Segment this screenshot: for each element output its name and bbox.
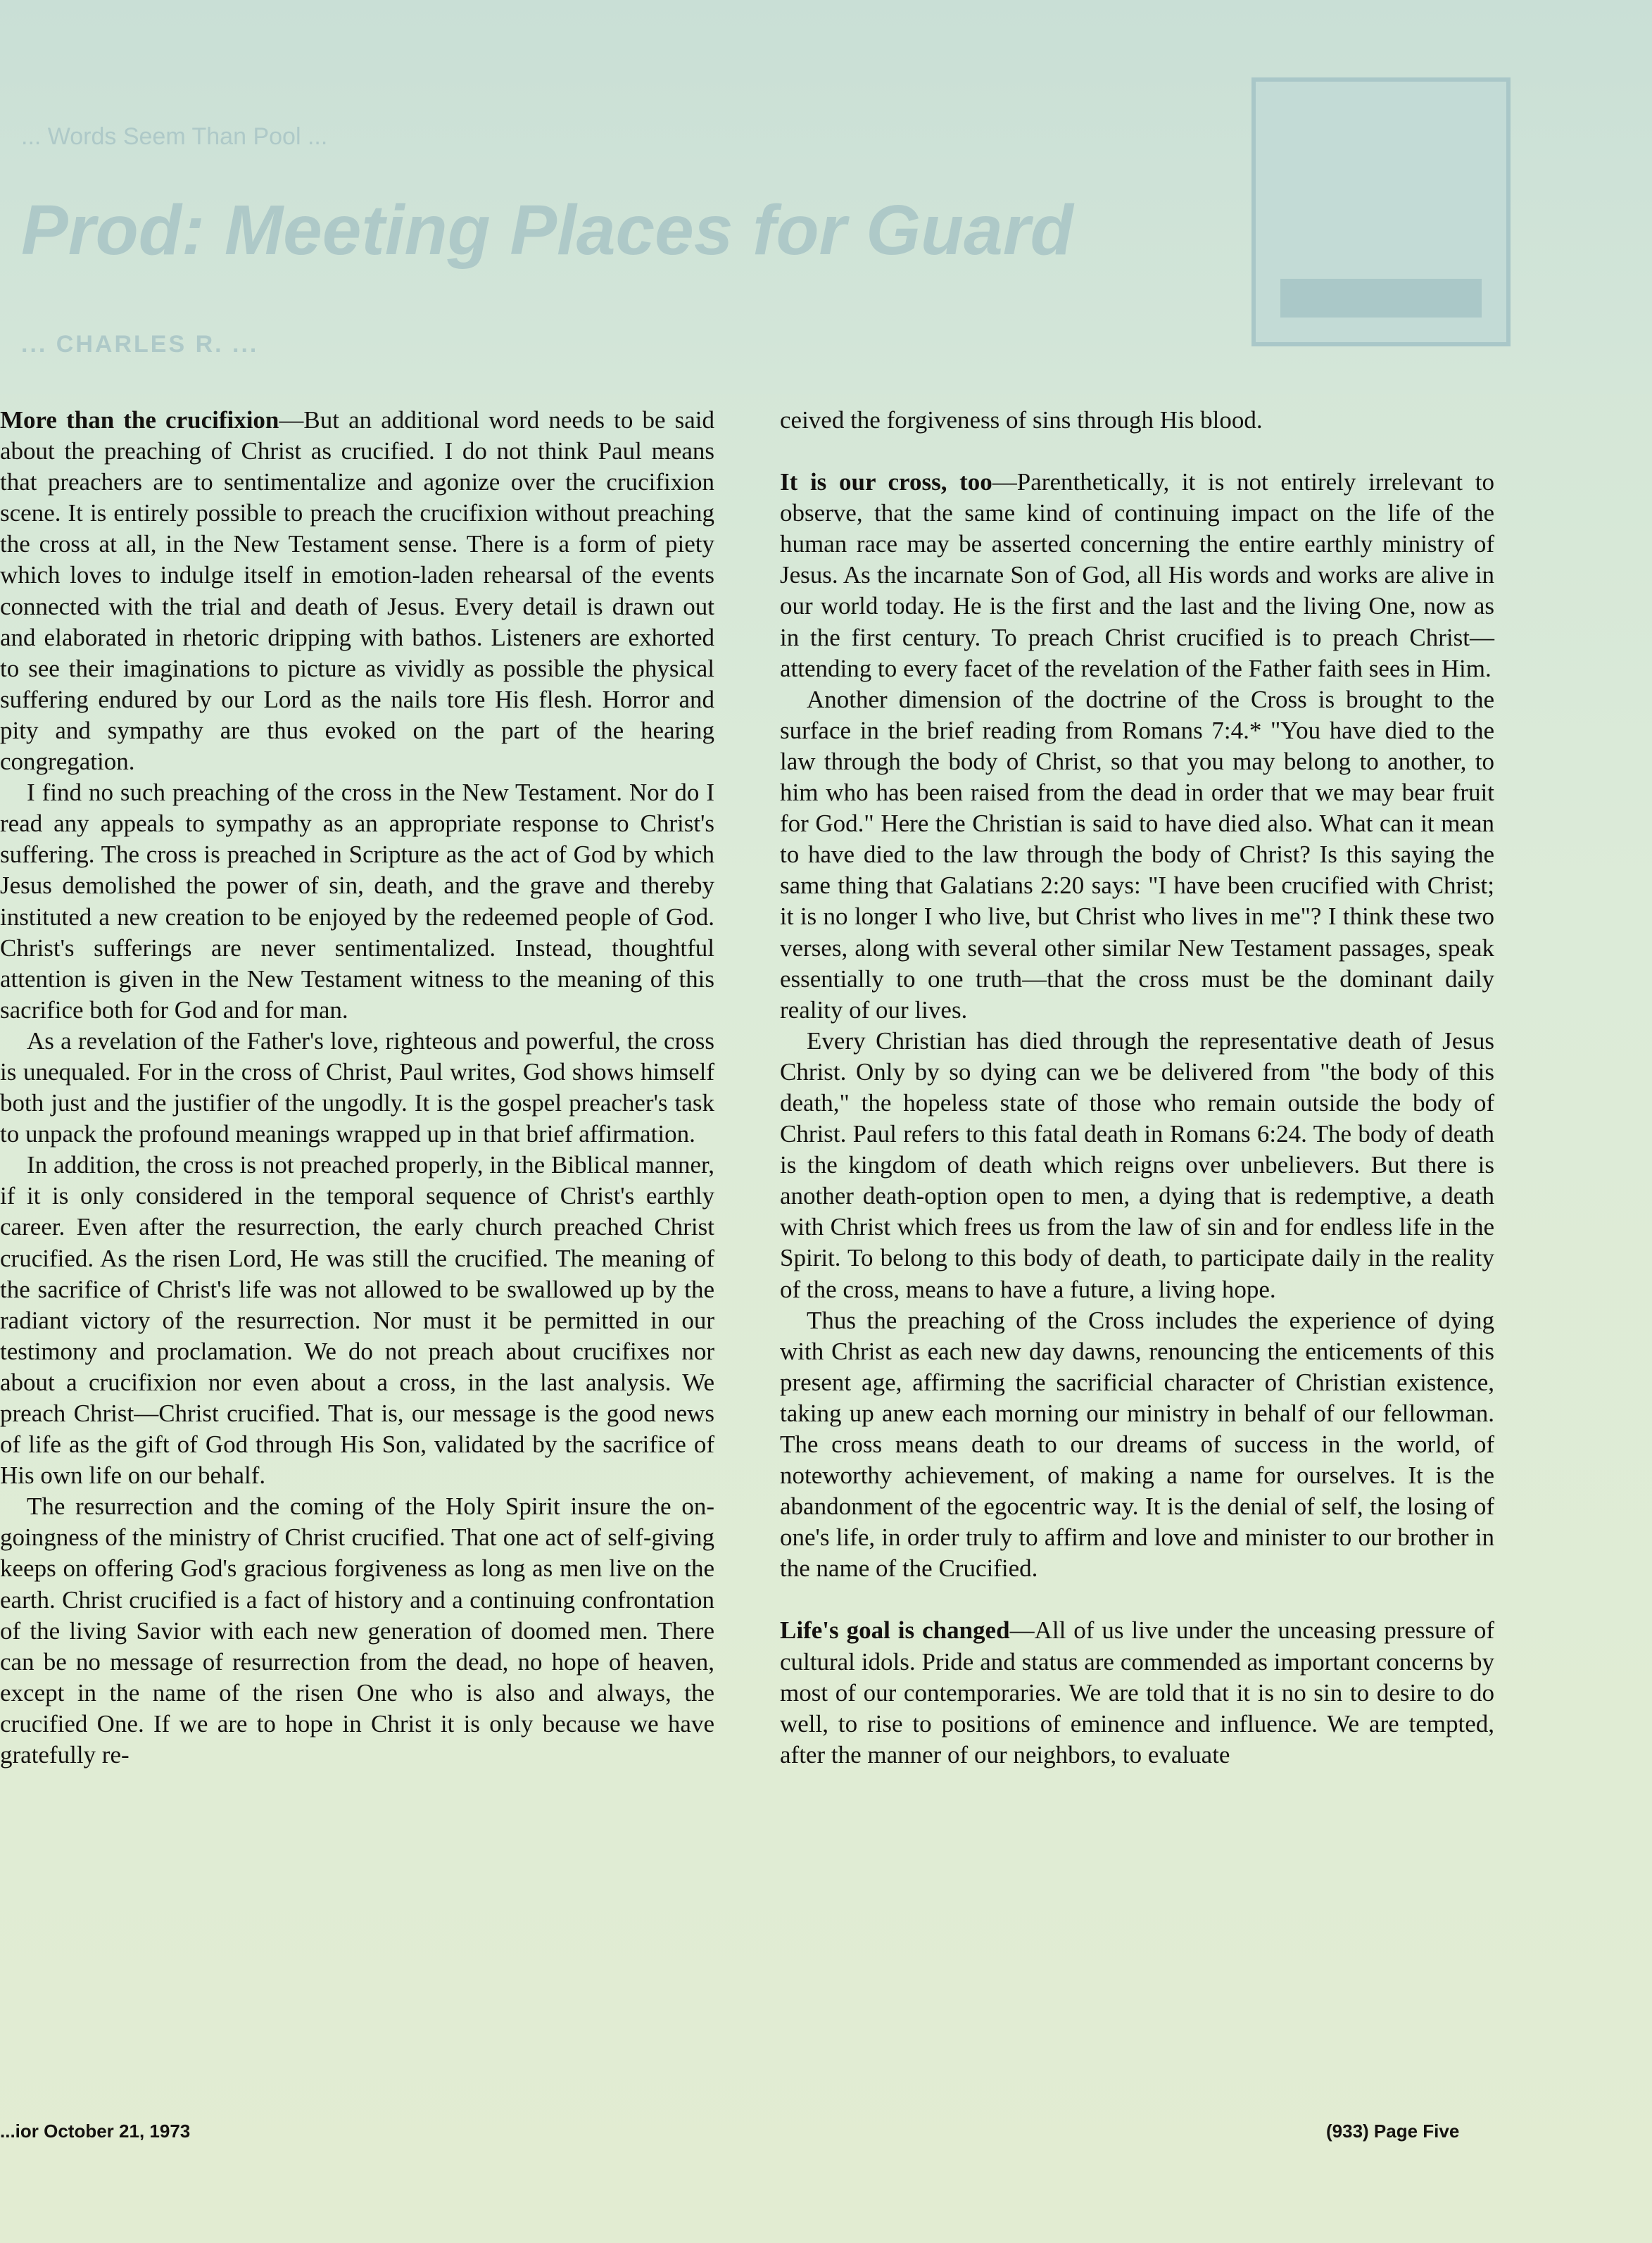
paragraph (780, 1026, 1494, 1305)
faded-logo-emblem (1251, 77, 1511, 346)
paragraph (780, 405, 1494, 436)
paragraph-text: —Parenthetically, it is not entirely irrelevant to observe, that the same kind of continuing impact on the life of the human race may be asserted concerning the entire earthly ministry of Jesus. As the incarnate Son of God, all His words and works are alive in our world today. He is the first and the last and the living One, now as in the first century. To preach Christ crucified is to preach Christ—attending to every facet of the revelation of the Father faith sees in Him. (780, 468, 1494, 682)
paragraph (780, 684, 1494, 1026)
left-column (0, 405, 714, 1771)
paragraph-text: ceived the forgiveness of sins through His blood. (780, 406, 1263, 434)
paragraph-text: —All of us live under the unceasing pressure of cultural idols. Pride and status are commended as important concerns by most of our contemporaries. We are told that it is no sin to desire to do well, to rise to positions of eminence and influence. We are tempted, after the manner of our neighbors, to evaluate (780, 1616, 1494, 1768)
paragraph (0, 1150, 714, 1491)
footer-date: ...ior October 21, 1973 (0, 2121, 191, 2142)
section-heading: Life's goal is changed (780, 1616, 1010, 1645)
paragraph-text: The resurrection and the coming of the Holy Spirit insure the on-goingness of the ministry of Christ crucified. That one act of self-giving keeps on offering God's gracious forgiveness as long as men live on the earth. Christ crucified is a fact of history and a continuing confrontation of the living Savior with each new generation of doomed men. There can be no message of resurrection from the dead, no hope of heaven, except in the name of the risen One who is also and always, the crucified One. If we are to hope in Christ it is only because we have gratefully re- (0, 1493, 714, 1769)
paragraph-text: —But an additional word needs to be said about the preaching of Christ as crucified. I do not think Paul means that preachers are to sentimentalize and agonize over the crucifixion scene. It is entirely possible to preach the crucifixion without preaching the cross at all, in the New Testament sense. There is a form of piety which loves to indulge itself in emotion-laden rehearsal of the events connected with the trial and death of Jesus. Every detail is drawn out and elaborated in rhetoric dripping with bathos. Listeners are exhorted to see their imaginations to picture as vividly as possible the physical suffering endured by our Lord as the nails tore His flesh. Horror and pity and sympathy are thus evoked on the part of the hearing congregation. (0, 406, 714, 776)
paragraph-text: I find no such preaching of the cross in the New Testament. Nor do I read any appeals to sympathy as an appropriate response to Christ's suffering. The cross is preached in Scripture as the act of God by which Jesus demolished the power of sin, death, and the grave and thereby instituted a new creation to be enjoyed by the redeemed people of God. Christ's sufferings are never sentimentalized. Instead, thoughtful attention is given in the New Testament witness to the meaning of this sacrifice both for God and for man. (0, 779, 714, 1024)
footer-page-number: (933) Page Five (1326, 2121, 1460, 2142)
faded-logo-band (1280, 279, 1482, 318)
paragraph (0, 1491, 714, 1771)
faded-article-title: Prod: Meeting Places for Guard (21, 191, 1073, 270)
paragraph-text: In addition, the cross is not preached properly, in the Biblical manner, if it is only considered in the temporal sequence of Christ's earthly career. Even after the resurrection, the early church preached Christ crucified. As the risen Lord, He was still the crucified. The meaning of the sacrifice of Christ's life was not allowed to be swallowed up by the radiant victory of the resurrection. Nor must it be permitted in our testimony and proclamation. We do not preach about crucifixes nor about a crucifixion nor even about a cross, in the last analysis. We preach Christ—Christ crucified. That is, our message is the good news of life as the gift of God through His Son, validated by the sacrifice of His own life on our behalf. (0, 1151, 714, 1490)
section-heading: More than the crucifixion (0, 406, 279, 434)
faded-byline: ... CHARLES R. ... (21, 331, 259, 358)
paragraph (780, 467, 1494, 684)
paragraph (0, 405, 714, 777)
paragraph (0, 777, 714, 1026)
paragraph-text: Thus the preaching of the Cross includes the experience of dying with Christ as each new day dawns, renouncing the enticements of this present age, affirming the sacrificial character of Christian existence, taking up anew each morning our ministry in behalf of our fellowman. The cross means death to our dreams of success in the world, of noteworthy achievement, of making a name for ourselves. It is the abandonment of the egocentric way. It is the denial of self, the losing of one's life, in order truly to affirm and love and minister to our brother in the name of the Crucified. (780, 1306, 1494, 1583)
paragraph (780, 1615, 1494, 1770)
faded-kicker: ... Words Seem Than Pool ... (21, 123, 328, 150)
paragraph-text: Another dimension of the doctrine of the Cross is brought to the surface in the brief reading from Romans 7:4.* "You have died to the law through the body of Christ, so that you may belong to another, to him who has been raised from the dead in order that we may bear fruit for God." Here the Christian is said to have died also. What can it mean to have died to the law through the body of Christ? Is this saying the same thing that Galatians 2:20 says: "I have been crucified with Christ; it is no longer I who live, but Christ who lives in me"? I think these two verses, along with several other similar New Testament passages, speak essentially to one truth—that the cross must be the dominant daily reality of our lives. (780, 685, 1494, 1024)
paragraph (780, 1305, 1494, 1585)
right-column (780, 405, 1494, 1771)
section-heading: It is our cross, too (780, 468, 992, 496)
paragraph (0, 1026, 714, 1150)
paragraph-text: As a revelation of the Father's love, righteous and powerful, the cross is unequaled. For in the cross of Christ, Paul writes, God shows himself both just and the justifier of the ungodly. It is the gospel preacher's task to unpack the profound meanings wrapped up in that brief affirmation. (0, 1026, 714, 1148)
paragraph-text: Every Christian has died through the representative death of Jesus Christ. Only by so dying can we be delivered from "the body of this death," the hopeless state of those who remain outside the body of Christ. Paul refers to this fatal death in Romans 6:24. The body of death is the kingdom of death which reigns over unbelievers. But there is another death-option open to men, a dying that is redemptive, a death with Christ which frees us from the law of sin and for endless life in the Spirit. To belong to this body of death, to participate daily in the reality of the cross, means to have a future, a living hope. (780, 1026, 1494, 1303)
faded-header-area (0, 0, 1652, 394)
